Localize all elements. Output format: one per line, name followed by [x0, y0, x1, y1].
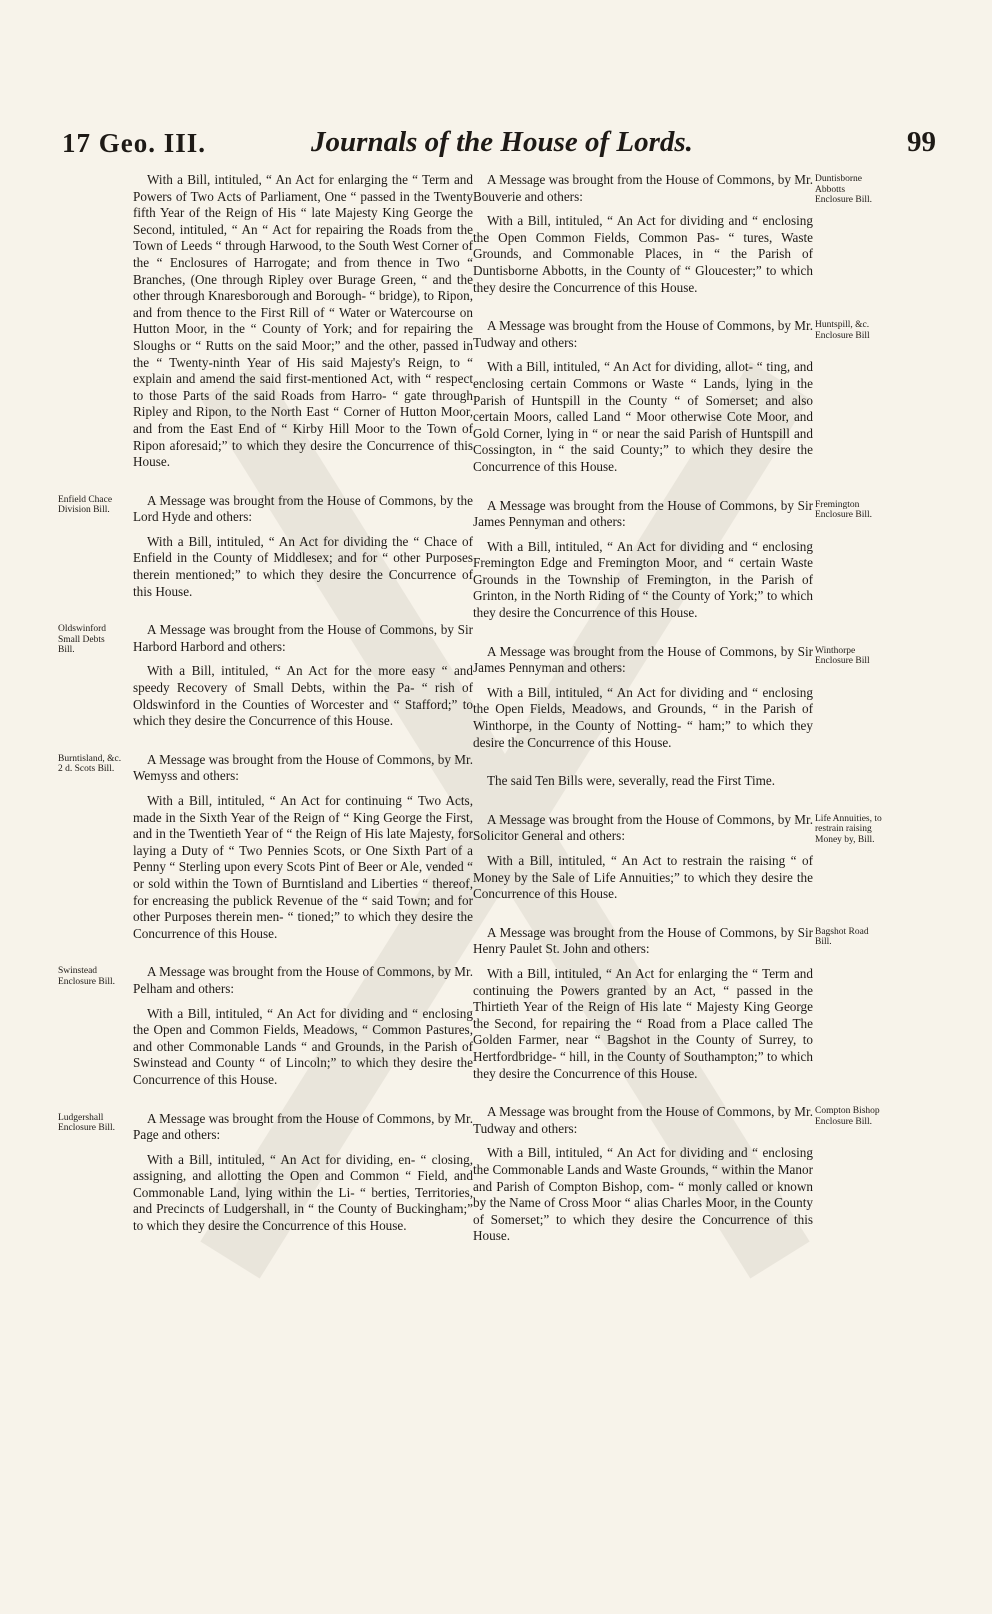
- regnal-year: 17 Geo. III.: [62, 128, 207, 158]
- margin-note: Compton Bishop Enclosure Bill.: [815, 1106, 880, 1127]
- entry-paragraph: A Message was brought from the House of Commons, by Mr. Tudway and others:: [473, 318, 813, 350]
- journal-entry: [133, 964, 473, 1088]
- bill-paragraph: With a Bill, intituled, “ An Act for the more easy “ and speedy Recovery of Small Debts, within the Pa- “ rish of Oldswinford in the Counties of Worcester and “ Stafford;” to which they desire the Concurrence of this House.: [133, 663, 473, 729]
- entry-paragraph: A Message was brought from the House of Commons, by Mr. Tudway and others:: [473, 1104, 813, 1136]
- bill-paragraph: With a Bill, intituled, “ An Act for enlarging the “ Term and continuing the Powers granted by an Act, “ passed in the Thirtieth Year of the Reign of His late “ Majesty King George the Second, for repairing the “ Road from a Place called The Golden Farmer, near “ Bagshot in the County of Surrey, to Hertfordbridge- “ hill, in the County of Southampton;” to which they desire the Concurrence of this House.: [473, 965, 813, 1081]
- page-number: 99: [907, 126, 936, 158]
- margin-note: Life Annuities, to restrain raising Money by, Bill.: [815, 813, 882, 845]
- margin-note: Burntisland, &c. 2 d. Scots Bill.: [58, 753, 122, 775]
- journal-entry: [473, 172, 813, 296]
- margin-note: Ludgershall Enclosure Bill.: [58, 1112, 115, 1133]
- journal-title: Journals of the House of Lords.: [311, 126, 693, 158]
- margin-note: Swinstead Enclosure Bill.: [58, 966, 115, 987]
- entry-paragraph: A Message was brought from the House of Commons, by Sir Harbord Harbord and others:: [133, 622, 473, 654]
- margin-note: Bagshot Road Bill.: [815, 926, 869, 948]
- entry-paragraph: A Message was brought from the House of Commons, by Mr. Bouverie and others:: [473, 172, 813, 204]
- bill-paragraph: With a Bill, intituled, “ An Act for dividing the “ Chace of Enfield in the County of Middlesex; and for “ other Purposes therein mentioned;” to which they desire the Concurrence of this House.: [133, 533, 473, 599]
- bill-paragraph: With a Bill, intituled, “ An Act for continuing “ Two Acts, made in the Sixth Year of the Reign of “ King George the First, and in the Twentieth Year of “ the Reign of His late Majesty, for laying a Duty of “ Two Pennies Scots, or One Sixth Part of a Penny “ Sterling upon every Scots Pint of Beer or Ale, vended “ or sold within the Town of Burntisland and Liberties “ thereof, for encreasing the publick Revenue of the “ said Town; and for other Purposes therein men- “ tioned;” to which they desire the Concurrence of this House.: [133, 793, 473, 941]
- journal-entry: [473, 318, 813, 475]
- journal-entry: [133, 1111, 473, 1235]
- entry-paragraph: A Message was brought from the House of Commons, by Sir James Pennyman and others:: [473, 497, 813, 530]
- margin-note: Huntspill, &c. Enclosure Bill: [815, 320, 870, 341]
- entry-paragraph: A Message was brought from the House of Commons, by Mr. Solicitor General and others:: [473, 811, 813, 844]
- journal-entry: [473, 1104, 813, 1245]
- margin-note: Fremington Enclosure Bill.: [815, 499, 872, 520]
- journal-entry: [473, 644, 813, 752]
- page-header: [62, 124, 942, 172]
- left-column: [133, 172, 473, 1257]
- journal-entry: [473, 498, 813, 622]
- entry-paragraph: A Message was brought from the House of Commons, by Mr. Page and others:: [133, 1110, 473, 1143]
- bill-paragraph: With a Bill, intituled, “ An Act to restrain the raising “ of Money by the Sale of Life Annuities;” to which they desire the Concurrence of this House.: [473, 853, 813, 902]
- entry-paragraph: The said Ten Bills were, severally, read the First Time.: [487, 773, 776, 789]
- bill-paragraph: With a Bill, intituled, “ An Act for dividing, en- “ closing, assigning, and allotting the Open and Common “ Field, and Commonable Land, lying within the Li- “ berties, Territories, and Precincts of Ludgershall, in “ the County of Buckingham;” to which they desire the Concurrence of this House.: [133, 1151, 473, 1234]
- bill-paragraph: With a Bill, intituled, “ An Act for dividing and “ enclosing the Open Common Fields, Common Pas- “ tures, Waste Grounds, and Commonable Places, in “ the Parish of Duntisborne Abbotts, in the County of “ Gloucester;” to which they desire the Concurrence of this House.: [473, 213, 813, 295]
- entry-paragraph: A Message was brought from the House of Commons, by Mr. Pelham and others:: [133, 964, 473, 996]
- journal-entry: [473, 812, 813, 903]
- margin-note: Oldswinford Small Debts Bill.: [58, 624, 107, 656]
- journal-entry: [133, 752, 473, 943]
- bill-paragraph: With a Bill, intituled, “ An Act for dividing, allot- “ ting, and enclosing certain Commons or Waste “ Lands, lying in the Parish of Huntspill in the County “ of Somerset; and also certain Moors, called Land “ Moor otherwise Cote Moor, and Gold Corner, lying in “ or near the said Parish of Huntspill and Cossington, in “ the said County;” to which they desire the Concurrence of this House.: [473, 359, 813, 474]
- journal-entry: [133, 493, 473, 601]
- journal-entry: [133, 622, 473, 730]
- journal-entry: [473, 773, 813, 790]
- margin-note: Winthorpe Enclosure Bill: [815, 645, 870, 667]
- journal-entry: [133, 172, 473, 471]
- entry-paragraph: With a Bill, intituled, “ An Act for enlarging the “ Term and Powers of Two Acts of Parliament, One “ passed in the Twenty fifth Year of the Reign of His “ late Majesty King George the Second, intituled, “ An “ Act for repairing the Roads from the Town of Leeds “ through Harwood, to the South West Corner of the “ Enclosures of Harrogate; and from thence in Two “ Branches, (One through Ripley over Burage Green, “ and the other through Knaresborough and Borough- “ bridge), to Ripon, and from thence to the First Rill of “ Water or Watercourse on Hutton Moor, in the “ County of York; and for repairing the Sloughs or “ Rutts on the said Moor;” and the other, passed in the “ Twenty-ninth Year of His said Majesty's Reign, to “ explain and amend the said first-mentioned Act, with “ respect to those Parts of the said Roads from Harro- “ gate through Ripley and Ripon, to the North East “ Corner of Hutton Moor, and from the East End of “ Kirby Hill Moor to the Town of Ripon aforesaid;” to which they desire the Concurrence of this House.: [133, 172, 473, 470]
- right-column: [473, 172, 813, 1267]
- entry-paragraph: A Message was brought from the House of Commons, by Sir Henry Paulet St. John and others:: [473, 924, 813, 957]
- bill-paragraph: With a Bill, intituled, “ An Act for dividing and “ enclosing the Commonable Lands and Waste Grounds, “ within the Manor and Parish of Compton Bishop, com- “ monly called or known by the Name of Cross Moor “ alias Charles Moor, in the County of Somerset;” to which they desire the Concurrence of this House.: [473, 1145, 813, 1244]
- journal-entry: [473, 925, 813, 1082]
- margin-note: Duntisborne Abbotts Enclosure Bill.: [815, 174, 872, 205]
- bill-paragraph: With a Bill, intituled, “ An Act for dividing and “ enclosing the Open and Common Fields, Meadows, “ Common Pastures, and other Commonable Lands “ and Grounds, in the Parish of Swinstead and County “ of Lincoln;” to which they desire the Concurrence of this House.: [133, 1005, 473, 1087]
- entry-paragraph: A Message was brought from the House of Commons, by the Lord Hyde and others:: [133, 492, 473, 525]
- entry-paragraph: A Message was brought from the House of Commons, by Sir James Pennyman and others:: [473, 643, 813, 676]
- bill-paragraph: With a Bill, intituled, “ An Act for dividing and “ enclosing the Open Fields, Meadows, and Grounds, “ in the Parish of Winthorpe, in the County of Notting- “ ham;” to which they desire the Concurrence of this House.: [473, 684, 813, 750]
- entry-paragraph: A Message was brought from the House of Commons, by Mr. Wemyss and others:: [133, 751, 473, 784]
- margin-note: Enfield Chace Division Bill.: [58, 494, 113, 516]
- bill-paragraph: With a Bill, intituled, “ An Act for dividing and “ enclosing Fremington Edge and Fremington Moor, and “ certain Waste Grounds in the Township of Fremington, in the Parish of Grinton, in the North Riding of “ the County of York;” to which they desire the Concurrence of this House.: [473, 538, 813, 621]
